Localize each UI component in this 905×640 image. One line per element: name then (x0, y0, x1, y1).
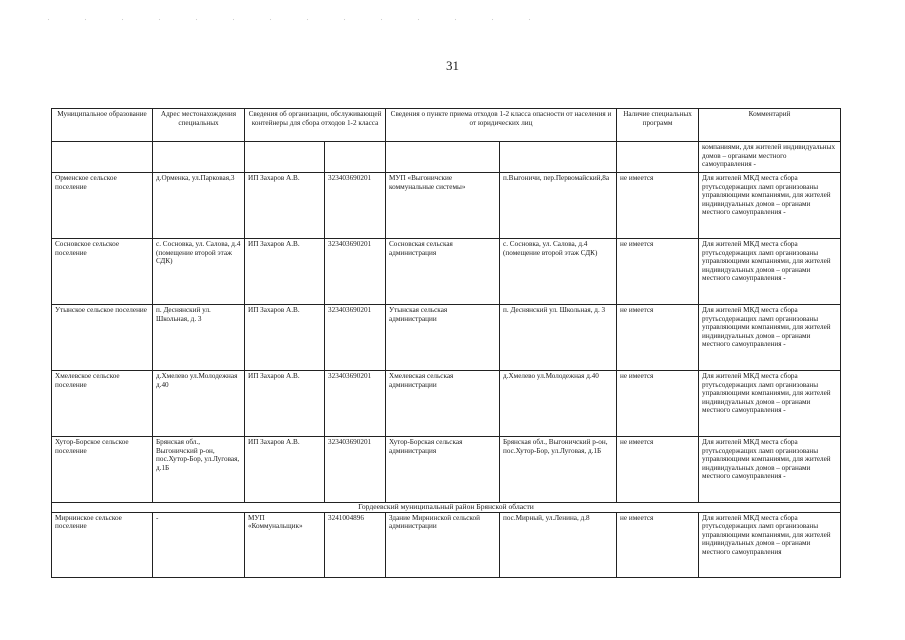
header-collection-point: Сведения о пункте приема отходов 1-2 класса опасности от населения и от юридических лиц (386, 109, 617, 142)
cell-comment: Для жителей МКД места сбора ртутьсодержащих ламп организованы управляющими компаниями, для жителей индивидуальных домов – органами местного самоуправления (699, 512, 841, 577)
cell-point-name: Сосновская сельская администрация (386, 239, 500, 305)
cell-address: с. Сосновка, ул. Салова, д.4 (помещение второй этаж СДК) (153, 239, 245, 305)
cell-point-address: с. Сосновка, ул. Салова, д.4 (помещение второй этаж СДК) (500, 239, 617, 305)
cell-org-name: ИП Захаров А.В. (245, 173, 325, 239)
cell-comment: Для жителей МКД места сбора ртутьсодержащих ламп организованы управляющими компаниями, для жителей индивидуальных домов – органами местного самоуправления - (699, 173, 841, 239)
table-row-district-heading (52, 503, 841, 513)
header-municipality: Муниципальное образование (52, 109, 153, 142)
waste-collection-table (51, 108, 841, 578)
cell-address: - (153, 512, 245, 577)
header-address: Адрес местонахождения специальных (153, 109, 245, 142)
cell-org-inn: 3241004896 (325, 512, 386, 577)
cell-address: Брянская обл., Выгоничский р-он, пос.Хутор-Бор, ул.Луговая, д.1Б (153, 437, 245, 503)
cell-empty (386, 142, 500, 173)
cell-municipality: Орменское сельское поселение (52, 173, 153, 239)
cell-programs: не имеется (617, 239, 699, 305)
cell-org-name: ИП Захаров А.В. (245, 437, 325, 503)
cell-point-name: Хутор-Борская сельская администрация (386, 437, 500, 503)
cell-point-address: д.Хмелево ул.Молодежная д.40 (500, 371, 617, 437)
cell-point-address: пос.Мирный, ул.Ленина, д.8 (500, 512, 617, 577)
waste-collection-table-container (51, 108, 840, 578)
cell-comment: Для жителей МКД места сбора ртутьсодержащих ламп организованы управляющими компаниями, для жителей индивидуальных домов – органами местного самоуправления - (699, 305, 841, 371)
cell-empty (52, 142, 153, 173)
cell-comment: компаниями, для жителей индивидуальных домов – органами местного самоуправления - (699, 142, 841, 173)
cell-municipality: Хмелевское сельское поселение (52, 371, 153, 437)
cell-address: п. Деснянский ул. Школьная, д. 3 (153, 305, 245, 371)
cell-address: д.Хмелево ул.Молодежная д.40 (153, 371, 245, 437)
page-number: 31 (446, 58, 459, 73)
cell-comment: Для жителей МКД места сбора ртутьсодержащих ламп организованы управляющими компаниями, для жителей индивидуальных домов – органами местного самоуправления - (699, 371, 841, 437)
table-row (52, 305, 841, 371)
cell-org-inn: 323403690201 (325, 305, 386, 371)
cell-address: д.Орменка, ул.Парковая,3 (153, 173, 245, 239)
cell-empty (153, 142, 245, 173)
cell-empty (500, 142, 617, 173)
cell-point-address: Брянская обл., Выгоничский р-он, пос.Хутор-Бор, ул.Луговая, д.1Б (500, 437, 617, 503)
district-heading: Гордеевский муниципальный район Брянской области (52, 503, 841, 513)
cell-municipality: Сосновское сельское поселение (52, 239, 153, 305)
table-row-continuation (52, 142, 841, 173)
header-programs: Наличие специальных программ (617, 109, 699, 142)
cell-empty (245, 142, 325, 173)
table-row (52, 173, 841, 239)
cell-org-name: ИП Захаров А.В. (245, 239, 325, 305)
cell-programs: не имеется (617, 305, 699, 371)
cell-point-name: Хмелевская сельская администрации (386, 371, 500, 437)
cell-point-name: Здание Мирнинской сельской администрации (386, 512, 500, 577)
table-header-row (52, 109, 841, 142)
cell-programs: не имеется (617, 173, 699, 239)
cell-municipality: Утынское сельское поселение (52, 305, 153, 371)
table-row (52, 239, 841, 305)
cell-org-inn: 323403690201 (325, 437, 386, 503)
cell-org-inn: 323403690201 (325, 173, 386, 239)
cell-point-address: п. Деснянский ул. Школьная, д. 3 (500, 305, 617, 371)
scan-artifact-dots (30, 18, 550, 21)
cell-comment: Для жителей МКД места сбора ртутьсодержащих ламп организованы управляющими компаниями, для жителей индивидуальных домов – органами местного самоуправления - (699, 239, 841, 305)
cell-comment: Для жителей МКД места сбора ртутьсодержащих ламп организованы управляющими компаниями, для жителей индивидуальных домов – органами местного самоуправления - (699, 437, 841, 503)
cell-programs: не имеется (617, 437, 699, 503)
cell-municipality: Мирнинское сельское поселение (52, 512, 153, 577)
cell-point-name: Утынская сельская администрации (386, 305, 500, 371)
cell-point-address: п.Выгоничи, пер.Первомайский,8а (500, 173, 617, 239)
table-row (52, 437, 841, 503)
cell-org-inn: 323403690201 (325, 239, 386, 305)
table-row (52, 371, 841, 437)
cell-org-name: МУП «Коммунальщик» (245, 512, 325, 577)
cell-org-inn: 323403690201 (325, 371, 386, 437)
header-comment: Комментарий (699, 109, 841, 142)
table-row (52, 512, 841, 577)
cell-point-name: МУП «Выгоничские коммунальные системы» (386, 173, 500, 239)
cell-org-name: ИП Захаров А.В. (245, 371, 325, 437)
cell-org-name: ИП Захаров А.В. (245, 305, 325, 371)
cell-programs: не имеется (617, 512, 699, 577)
header-organization: Сведения об организации, обслуживающей контейнеры для сбора отходов 1-2 класса (245, 109, 386, 142)
cell-empty (325, 142, 386, 173)
cell-programs: не имеется (617, 371, 699, 437)
cell-municipality: Хутор-Борское сельское поселение (52, 437, 153, 503)
cell-empty (617, 142, 699, 173)
